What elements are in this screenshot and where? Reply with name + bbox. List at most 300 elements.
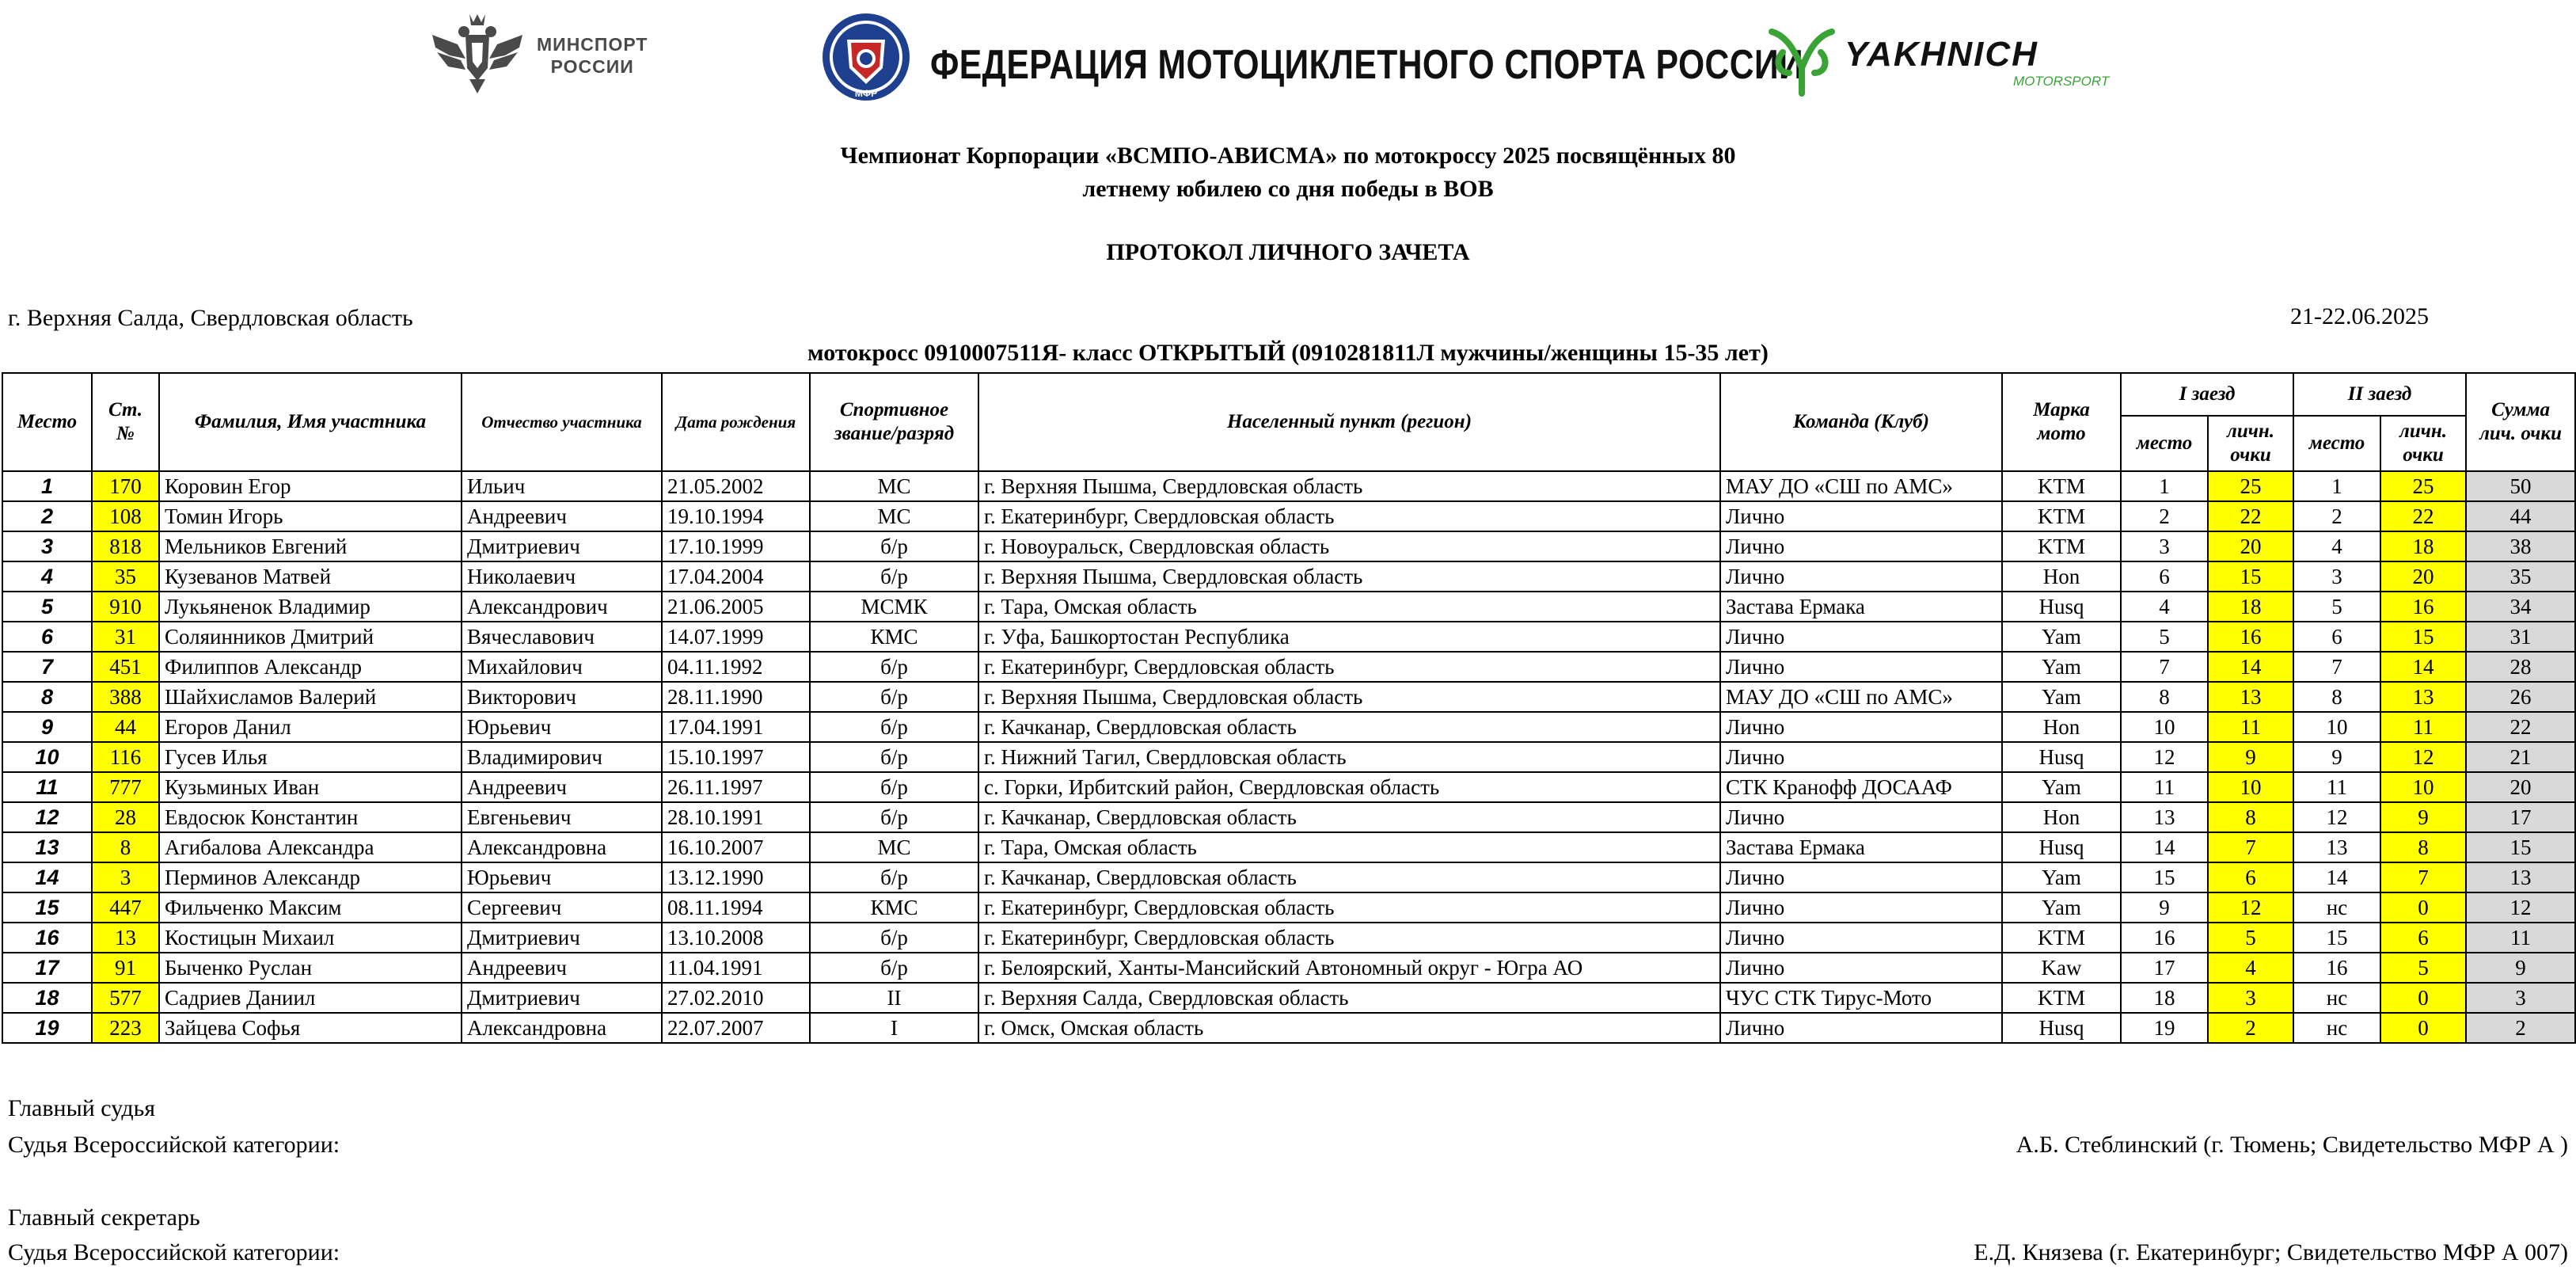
cell-place: 17 — [2, 953, 92, 983]
cell-sum: 9 — [2466, 953, 2575, 983]
cell-birth-date: 17.04.1991 — [662, 712, 810, 742]
table-row — [2, 471, 2575, 501]
table-row — [2, 802, 2575, 832]
cell-race2-points: 18 — [2380, 531, 2466, 561]
cell-birth-date: 26.11.1997 — [662, 772, 810, 802]
cell-patronymic: Александровна — [462, 832, 662, 862]
minsport-logo — [426, 11, 655, 98]
cell-race2-points: 0 — [2380, 1013, 2466, 1043]
header-race2-points-line1: личн. — [2399, 420, 2448, 442]
table-row — [2, 682, 2575, 712]
cell-moto: Husq — [2002, 742, 2121, 772]
chief-secretary-title: Главный секретарь — [8, 1204, 200, 1231]
cell-city: г. Верхняя Салда, Свердловская область — [978, 983, 1720, 1013]
cell-birth-date: 21.06.2005 — [662, 592, 810, 622]
table-row — [2, 862, 2575, 892]
cell-city: г. Верхняя Пышма, Свердловская область — [978, 471, 1720, 501]
cell-race2-points: 5 — [2380, 953, 2466, 983]
chief-secretary-name: Е.Д. Князева (г. Екатеринбург; Свидетельство МФР А 007) — [1974, 1239, 2568, 1265]
cell-name: Евдосюк Константин — [159, 802, 462, 832]
cell-start-number: 388 — [92, 682, 159, 712]
cell-start-number: 31 — [92, 622, 159, 652]
cell-sum: 11 — [2466, 923, 2575, 953]
cell-race1-place: 14 — [2121, 832, 2208, 862]
cell-city: с. Горки, Ирбитский район, Свердловская область — [978, 772, 1720, 802]
cell-race2-place: 16 — [2293, 953, 2380, 983]
cell-patronymic: Михайлович — [462, 652, 662, 682]
cell-city: г. Верхняя Пышма, Свердловская область — [978, 682, 1720, 712]
cell-birth-date: 15.10.1997 — [662, 742, 810, 772]
cell-birth-date: 21.05.2002 — [662, 471, 810, 501]
cell-name: Быченко Руслан — [159, 953, 462, 983]
table-row — [2, 712, 2575, 742]
cell-sum: 50 — [2466, 471, 2575, 501]
cell-race2-points: 15 — [2380, 622, 2466, 652]
yakhnich-logo — [1764, 21, 2110, 100]
cell-race1-points: 6 — [2208, 862, 2293, 892]
cell-birth-date: 04.11.1992 — [662, 652, 810, 682]
cell-rank: б/р — [810, 862, 978, 892]
table-row — [2, 592, 2575, 622]
cell-race1-points: 7 — [2208, 832, 2293, 862]
cell-place: 8 — [2, 682, 92, 712]
header-team: Команда (Клуб) — [1720, 373, 2002, 471]
cell-start-number: 44 — [92, 712, 159, 742]
cell-race1-points: 12 — [2208, 892, 2293, 923]
cell-start-number: 8 — [92, 832, 159, 862]
cell-place: 1 — [2, 471, 92, 501]
cell-place: 7 — [2, 652, 92, 682]
cell-race1-points: 9 — [2208, 742, 2293, 772]
cell-race2-place: 2 — [2293, 501, 2380, 531]
cell-name: Лукьяненок Владимир — [159, 592, 462, 622]
cell-start-number: 910 — [92, 592, 159, 622]
cell-race2-place: 9 — [2293, 742, 2380, 772]
cell-birth-date: 28.10.1991 — [662, 802, 810, 832]
header-rank — [810, 373, 978, 471]
header-birth-date: Дата рождения — [662, 373, 810, 471]
cell-race2-points: 13 — [2380, 682, 2466, 712]
event-date: 21-22.06.2025 — [2290, 303, 2429, 329]
cell-race2-points: 22 — [2380, 501, 2466, 531]
cell-race1-place: 7 — [2121, 652, 2208, 682]
cell-patronymic: Владимирович — [462, 742, 662, 772]
cell-patronymic: Николаевич — [462, 561, 662, 592]
header-rank-line2: звание/разряд — [834, 423, 955, 444]
cell-race1-place: 3 — [2121, 531, 2208, 561]
cell-race1-points: 5 — [2208, 923, 2293, 953]
cell-place: 12 — [2, 802, 92, 832]
cell-race1-place: 12 — [2121, 742, 2208, 772]
cell-team: МАУ ДО «СШ по АМС» — [1720, 682, 2002, 712]
cell-start-number: 818 — [92, 531, 159, 561]
cell-race2-place: 11 — [2293, 772, 2380, 802]
mfr-emblem-icon — [819, 11, 913, 103]
cell-birth-date: 16.10.2007 — [662, 832, 810, 862]
cell-rank: КМС — [810, 892, 978, 923]
cell-sum: 31 — [2466, 622, 2575, 652]
cell-birth-date: 27.02.2010 — [662, 983, 810, 1013]
cell-place: 2 — [2, 501, 92, 531]
cell-race1-points: 18 — [2208, 592, 2293, 622]
cell-city: г. Качканар, Свердловская область — [978, 802, 1720, 832]
header-race2-points — [2380, 416, 2466, 471]
header-start-number-line1: Ст. — [108, 399, 143, 420]
header-race1-points-line2: очки — [2230, 444, 2271, 466]
cell-race1-points: 20 — [2208, 531, 2293, 561]
header-city: Населенный пункт (регион) — [978, 373, 1720, 471]
cell-race1-place: 17 — [2121, 953, 2208, 983]
federation-logo — [819, 11, 1804, 103]
cell-team: Застава Ермака — [1720, 832, 2002, 862]
cell-birth-date: 13.10.2008 — [662, 923, 810, 953]
table-row — [2, 561, 2575, 592]
header-race1: I заезд — [2121, 373, 2293, 416]
chief-secretary-category: Судья Всероссийской категории: — [8, 1239, 340, 1265]
cell-rank: б/р — [810, 712, 978, 742]
cell-sum: 13 — [2466, 862, 2575, 892]
cell-team: СТК Кранофф ДОСААФ — [1720, 772, 2002, 802]
cell-patronymic: Евгеньевич — [462, 802, 662, 832]
cell-sum: 22 — [2466, 712, 2575, 742]
cell-birth-date: 11.04.1991 — [662, 953, 810, 983]
yakhnich-sub: MOTORSPORT — [2013, 74, 2110, 89]
cell-birth-date: 14.07.1999 — [662, 622, 810, 652]
cell-team: Лично — [1720, 953, 2002, 983]
cell-rank: б/р — [810, 742, 978, 772]
cell-race1-place: 8 — [2121, 682, 2208, 712]
cell-sum: 26 — [2466, 682, 2575, 712]
cell-place: 14 — [2, 862, 92, 892]
cell-rank: б/р — [810, 923, 978, 953]
cell-race1-place: 11 — [2121, 772, 2208, 802]
cell-race1-place: 16 — [2121, 923, 2208, 953]
cell-race2-place: нс — [2293, 1013, 2380, 1043]
cell-start-number: 13 — [92, 923, 159, 953]
cell-name: Кузеванов Матвей — [159, 561, 462, 592]
cell-patronymic: Дмитриевич — [462, 531, 662, 561]
table-row — [2, 1013, 2575, 1043]
table-row — [2, 531, 2575, 561]
cell-city: г. Тара, Омская область — [978, 832, 1720, 862]
cell-race2-place: 4 — [2293, 531, 2380, 561]
header-sum — [2466, 373, 2575, 471]
cell-birth-date: 19.10.1994 — [662, 501, 810, 531]
cell-rank: б/р — [810, 802, 978, 832]
cell-team: ЧУС СТК Тирус-Мото — [1720, 983, 2002, 1013]
header-start-number — [92, 373, 159, 471]
cell-race2-place: 3 — [2293, 561, 2380, 592]
cell-moto: KTM — [2002, 471, 2121, 501]
cell-team: Лично — [1720, 1013, 2002, 1043]
cell-team: Лично — [1720, 712, 2002, 742]
cell-place: 5 — [2, 592, 92, 622]
cell-name: Коровин Егор — [159, 471, 462, 501]
cell-start-number: 451 — [92, 652, 159, 682]
cell-rank: КМС — [810, 622, 978, 652]
cell-race2-place: 13 — [2293, 832, 2380, 862]
cell-name: Садриев Даниил — [159, 983, 462, 1013]
cell-name: Кузьминых Иван — [159, 772, 462, 802]
cell-race1-points: 2 — [2208, 1013, 2293, 1043]
chief-judge-title: Главный судья — [8, 1095, 156, 1121]
cell-rank: I — [810, 1013, 978, 1043]
cell-moto: Husq — [2002, 1013, 2121, 1043]
cell-name: Мельников Евгений — [159, 531, 462, 561]
cell-race1-place: 6 — [2121, 561, 2208, 592]
cell-race2-points: 7 — [2380, 862, 2466, 892]
cell-team: Лично — [1720, 923, 2002, 953]
cell-race2-place: 12 — [2293, 802, 2380, 832]
cell-start-number: 116 — [92, 742, 159, 772]
championship-title-line2: летнему юбилею со дня победы в ВОВ — [1082, 176, 1494, 202]
header-race1-place: место — [2121, 416, 2208, 471]
cell-race1-place: 18 — [2121, 983, 2208, 1013]
cell-name: Шайхисламов Валерий — [159, 682, 462, 712]
cell-patronymic: Андреевич — [462, 501, 662, 531]
cell-team: Лично — [1720, 531, 2002, 561]
table-row — [2, 923, 2575, 953]
cell-rank: б/р — [810, 772, 978, 802]
cell-race2-points: 12 — [2380, 742, 2466, 772]
cell-rank: б/р — [810, 652, 978, 682]
cell-moto: Husq — [2002, 832, 2121, 862]
cell-race1-points: 11 — [2208, 712, 2293, 742]
cell-birth-date: 13.12.1990 — [662, 862, 810, 892]
chief-judge-category: Судья Всероссийской категории: — [8, 1132, 340, 1158]
minsport-text — [537, 33, 648, 78]
cell-start-number: 28 — [92, 802, 159, 832]
cell-birth-date: 22.07.2007 — [662, 1013, 810, 1043]
cell-place: 16 — [2, 923, 92, 953]
cell-moto: KTM — [2002, 531, 2121, 561]
cell-race1-place: 13 — [2121, 802, 2208, 832]
cell-sum: 12 — [2466, 892, 2575, 923]
cell-race2-place: нс — [2293, 892, 2380, 923]
cell-moto: Yam — [2002, 772, 2121, 802]
cell-patronymic: Ильич — [462, 471, 662, 501]
results-table-header — [2, 373, 2575, 471]
table-row — [2, 892, 2575, 923]
cell-race1-points: 8 — [2208, 802, 2293, 832]
cell-race1-place: 19 — [2121, 1013, 2208, 1043]
cell-place: 19 — [2, 1013, 92, 1043]
header-race2-place: место — [2293, 416, 2380, 471]
cell-start-number: 170 — [92, 471, 159, 501]
cell-sum: 2 — [2466, 1013, 2575, 1043]
cell-city: г. Нижний Тагил, Свердловская область — [978, 742, 1720, 772]
cell-team: Лично — [1720, 742, 2002, 772]
cell-name: Зайцева Софья — [159, 1013, 462, 1043]
cell-team: Лично — [1720, 501, 2002, 531]
cell-race1-points: 16 — [2208, 622, 2293, 652]
header-moto-line2: мото — [2037, 423, 2086, 444]
cell-race2-points: 6 — [2380, 923, 2466, 953]
cell-city: г. Белоярский, Ханты-Мансийский Автономный округ - Югра АО — [978, 953, 1720, 983]
table-row — [2, 501, 2575, 531]
cell-patronymic: Вячеславович — [462, 622, 662, 652]
cell-rank: МС — [810, 832, 978, 862]
cell-race1-points: 10 — [2208, 772, 2293, 802]
cell-city: г. Екатеринбург, Свердловская область — [978, 501, 1720, 531]
cell-race2-points: 16 — [2380, 592, 2466, 622]
protocol-title: ПРОТОКОЛ ЛИЧНОГО ЗАЧЕТА — [1106, 239, 1470, 265]
cell-name: Перминов Александр — [159, 862, 462, 892]
header-sum-line2: лич. очки — [2479, 423, 2562, 444]
cell-name: Егоров Данил — [159, 712, 462, 742]
championship-title-line1: Чемпионат Корпорации «ВСМПО-АВИСМА» по мотокроссу 2025 посвящённых 80 — [840, 143, 1736, 169]
cell-patronymic: Дмитриевич — [462, 983, 662, 1013]
cell-name: Томин Игорь — [159, 501, 462, 531]
cell-rank: б/р — [810, 953, 978, 983]
header-logos — [0, 0, 2576, 111]
minsport-line2: РОССИИ — [550, 56, 634, 77]
table-row — [2, 652, 2575, 682]
cell-start-number: 577 — [92, 983, 159, 1013]
yakhnich-name: YAKHNICH — [1845, 35, 2038, 74]
federation-name: ФЕДЕРАЦИЯ МОТОЦИКЛЕТНОГО СПОРТА РОССИИ — [930, 42, 1804, 88]
cell-race1-place: 4 — [2121, 592, 2208, 622]
header-moto-line1: Марка — [2033, 399, 2090, 420]
cell-city: г. Качканар, Свердловская область — [978, 712, 1720, 742]
cell-patronymic: Сергеевич — [462, 892, 662, 923]
header-race2-points-line2: очки — [2403, 444, 2444, 466]
cell-place: 18 — [2, 983, 92, 1013]
cell-place: 15 — [2, 892, 92, 923]
cell-birth-date: 28.11.1990 — [662, 682, 810, 712]
cell-moto: Hon — [2002, 802, 2121, 832]
cell-rank: II — [810, 983, 978, 1013]
cell-moto: Hon — [2002, 561, 2121, 592]
cell-race1-place: 10 — [2121, 712, 2208, 742]
cell-city: г. Новоуральск, Свердловская область — [978, 531, 1720, 561]
cell-moto: Husq — [2002, 592, 2121, 622]
cell-city: г. Екатеринбург, Свердловская область — [978, 652, 1720, 682]
cell-moto: Yam — [2002, 622, 2121, 652]
cell-name: Гусев Илья — [159, 742, 462, 772]
cell-moto: Yam — [2002, 892, 2121, 923]
cell-rank: МС — [810, 471, 978, 501]
mfr-emblem-text: МФР — [854, 88, 878, 99]
header-patronymic: Отчество участника — [462, 373, 662, 471]
cell-place: 11 — [2, 772, 92, 802]
cell-start-number: 3 — [92, 862, 159, 892]
header-name: Фамилия, Имя участника — [159, 373, 462, 471]
cell-race1-points: 15 — [2208, 561, 2293, 592]
cell-race2-place: 7 — [2293, 652, 2380, 682]
table-row — [2, 622, 2575, 652]
cell-race2-place: 8 — [2293, 682, 2380, 712]
cell-city: г. Омск, Омская область — [978, 1013, 1720, 1043]
cell-city: г. Качканар, Свердловская область — [978, 862, 1720, 892]
cell-race2-points: 10 — [2380, 772, 2466, 802]
cell-city: г. Екатеринбург, Свердловская область — [978, 923, 1720, 953]
cell-race2-points: 25 — [2380, 471, 2466, 501]
cell-rank: МС — [810, 501, 978, 531]
cell-race2-points: 14 — [2380, 652, 2466, 682]
cell-city: г. Уфа, Башкортостан Республика — [978, 622, 1720, 652]
table-row — [2, 983, 2575, 1013]
cell-team: Лично — [1720, 652, 2002, 682]
header-race1-points — [2208, 416, 2293, 471]
header-start-number-line2: № — [116, 423, 135, 444]
cell-moto: KTM — [2002, 983, 2121, 1013]
cell-race1-place: 2 — [2121, 501, 2208, 531]
cell-patronymic: Александрович — [462, 592, 662, 622]
cell-sum: 34 — [2466, 592, 2575, 622]
cell-name: Фильченко Максим — [159, 892, 462, 923]
cell-patronymic: Юрьевич — [462, 862, 662, 892]
cell-race2-points: 8 — [2380, 832, 2466, 862]
cell-rank: б/р — [810, 682, 978, 712]
cell-start-number: 777 — [92, 772, 159, 802]
cell-race2-points: 9 — [2380, 802, 2466, 832]
location: г. Верхняя Салда, Свердловская область — [8, 305, 413, 331]
cell-start-number: 223 — [92, 1013, 159, 1043]
cell-name: Соляинников Дмитрий — [159, 622, 462, 652]
cell-place: 10 — [2, 742, 92, 772]
cell-race2-place: 10 — [2293, 712, 2380, 742]
cell-patronymic: Дмитриевич — [462, 923, 662, 953]
cell-sum: 17 — [2466, 802, 2575, 832]
cell-name: Агибалова Александра — [159, 832, 462, 862]
results-table-body — [2, 471, 2575, 1043]
table-row — [2, 953, 2575, 983]
cell-race2-place: 6 — [2293, 622, 2380, 652]
cell-moto: Yam — [2002, 652, 2121, 682]
cell-race1-points: 14 — [2208, 652, 2293, 682]
cell-team: Лично — [1720, 862, 2002, 892]
cell-sum: 38 — [2466, 531, 2575, 561]
minsport-line1: МИНСПОРТ — [537, 34, 648, 55]
header-sum-line1: Сумма — [2491, 399, 2550, 420]
cell-race1-place: 1 — [2121, 471, 2208, 501]
cell-city: г. Екатеринбург, Свердловская область — [978, 892, 1720, 923]
cell-patronymic: Викторович — [462, 682, 662, 712]
header-race1-points-line1: личн. — [2227, 420, 2274, 442]
cell-rank: б/р — [810, 531, 978, 561]
cell-team: Лично — [1720, 892, 2002, 923]
cell-city: г. Тара, Омская область — [978, 592, 1720, 622]
table-row — [2, 742, 2575, 772]
cell-patronymic: Юрьевич — [462, 712, 662, 742]
cell-city: г. Верхняя Пышма, Свердловская область — [978, 561, 1720, 592]
cell-patronymic: Александровна — [462, 1013, 662, 1043]
cell-place: 6 — [2, 622, 92, 652]
cell-start-number: 108 — [92, 501, 159, 531]
cell-patronymic: Андреевич — [462, 953, 662, 983]
cell-start-number: 35 — [92, 561, 159, 592]
cell-race1-place: 15 — [2121, 862, 2208, 892]
header-rank-line1: Спортивное — [839, 399, 949, 420]
cell-race1-place: 9 — [2121, 892, 2208, 923]
cell-start-number: 91 — [92, 953, 159, 983]
cell-name: Костицын Михаил — [159, 923, 462, 953]
double-headed-eagle-icon — [426, 11, 529, 98]
cell-race2-points: 20 — [2380, 561, 2466, 592]
cell-race2-points: 0 — [2380, 983, 2466, 1013]
cell-place: 4 — [2, 561, 92, 592]
cell-team: Лично — [1720, 561, 2002, 592]
cell-place: 9 — [2, 712, 92, 742]
cell-sum: 44 — [2466, 501, 2575, 531]
cell-team: Лично — [1720, 622, 2002, 652]
cell-place: 3 — [2, 531, 92, 561]
table-row — [2, 832, 2575, 862]
cell-patronymic: Андреевич — [462, 772, 662, 802]
table-row — [2, 772, 2575, 802]
cell-team: МАУ ДО «СШ по АМС» — [1720, 471, 2002, 501]
